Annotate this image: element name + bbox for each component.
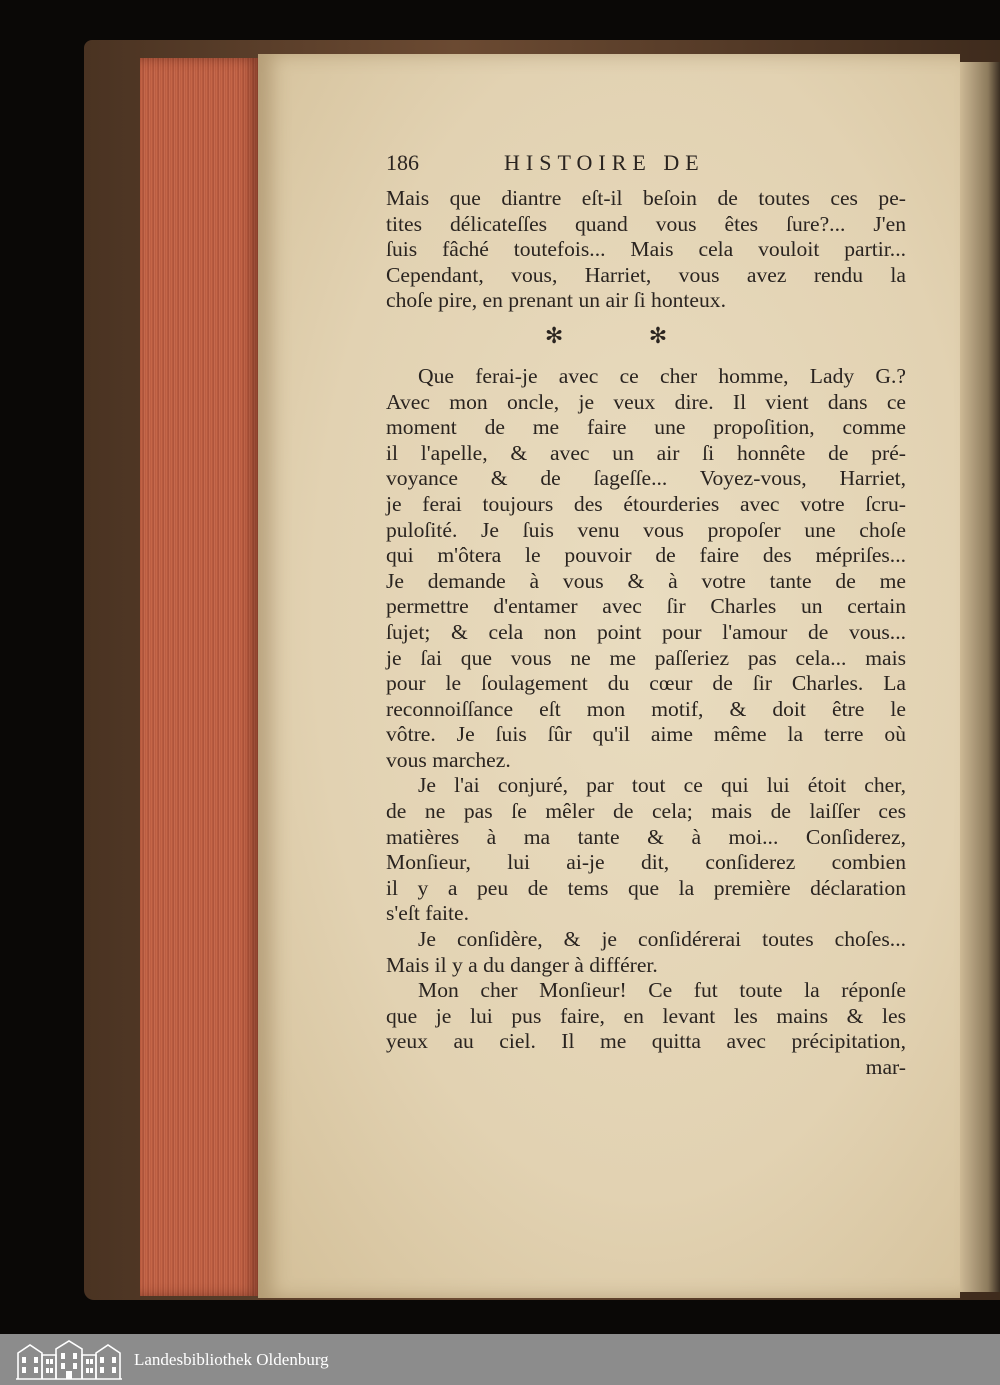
page-text (386, 150, 906, 1081)
text-line: Monſieur, lui ai-je dit, conſiderez combien (386, 850, 906, 875)
text-line: que je lui pus faire, en levant les mains & les (386, 1003, 906, 1028)
text-line: ſuis fâché toutefois... Mais cela vouloit partir... (386, 237, 906, 262)
text-line: yeux au ciel. Il me quitta avec précipitation, (386, 1029, 906, 1054)
text-line: Je demande à vous & à votre tante de me (386, 568, 906, 593)
text-line: pour le ſoulagement du cœur de ſir Charles. La (386, 671, 906, 696)
running-title: HISTOIRE DE (504, 150, 705, 175)
text-line: matières à ma tante & à moi... Conſiderez, (386, 824, 906, 849)
footer-bar (0, 1334, 1000, 1385)
text-line: Cependant, vous, Harriet, vous avez rendu la (386, 262, 906, 287)
paragraph-3 (386, 773, 906, 927)
text-line: voyance & de ſageſſe... Voyez-vous, Harriet, (386, 466, 906, 491)
page-number: 186 (386, 150, 419, 175)
text-line: vous marchez. (386, 747, 511, 772)
paragraph-4 (386, 927, 906, 978)
text-line: ſujet; & cela non point pour l'amour de vous... (386, 619, 906, 644)
text-line: puloſité. Je ſuis venu vous propoſer une choſe (386, 517, 906, 542)
paragraph-2 (386, 364, 906, 774)
text-line: je ferai toujours des étourderies avec votre ſcru- (386, 491, 906, 516)
running-head (386, 150, 906, 186)
text-line: il l'apelle, & avec un air ſi honnête de pré- (386, 440, 906, 465)
catchword: mar- (865, 1055, 906, 1079)
text-line: Mon cher Monſieur! Ce fut toute la réponſe (418, 978, 906, 1003)
text-line: tites délicateſſes quand vous êtes ſure?... J'en (386, 211, 906, 236)
section-ornament: ✻ ✻ (544, 322, 708, 348)
text-line: je ſai que vous ne me paſſeriez pas cela... mais (386, 645, 906, 670)
library-name: Landesbibliothek Oldenburg (134, 1350, 329, 1369)
facing-page-edge (960, 62, 1000, 1292)
text-line: Je conſidère, & je conſidérerai toutes choſes... (418, 927, 906, 952)
text-line: Je l'ai conjuré, par tout ce qui lui étoit cher, (418, 773, 906, 798)
text-line: vôtre. Je ſuis ſûr qu'il aime même la terre où (386, 722, 906, 747)
paragraph-1 (386, 186, 906, 314)
page-edges (140, 58, 260, 1296)
text-line: il y a peu de tems que la première déclaration (386, 875, 906, 900)
text-line: reconnoiſſance eſt mon motif, & doit être le (386, 696, 906, 721)
text-line: moment de me faire une propoſition, comme (386, 415, 906, 440)
library-building-icon (16, 1339, 122, 1381)
text-line: qui m'ôtera le pouvoir de faire des mépriſes... (386, 543, 906, 568)
text-line: Que ferai-je avec ce cher homme, Lady G.? (418, 363, 906, 388)
paragraph-5 (386, 978, 906, 1080)
text-line: choſe pire, en prenant un air ſi honteux. (386, 288, 726, 313)
text-line: permettre d'entamer avec ſir Charles un certain (386, 594, 906, 619)
text-line: s'eſt faite. (386, 901, 470, 926)
text-line: Avec mon oncle, je veux dire. Il vient dans ce (386, 389, 906, 414)
text-line: Mais que diantre eſt-il beſoin de toutes ces pe- (386, 186, 906, 210)
text-line: Mais il y a du danger à différer. (386, 952, 658, 977)
text-line: de ne pas ſe mêler de cela; mais de laiſſer ces (386, 799, 906, 824)
